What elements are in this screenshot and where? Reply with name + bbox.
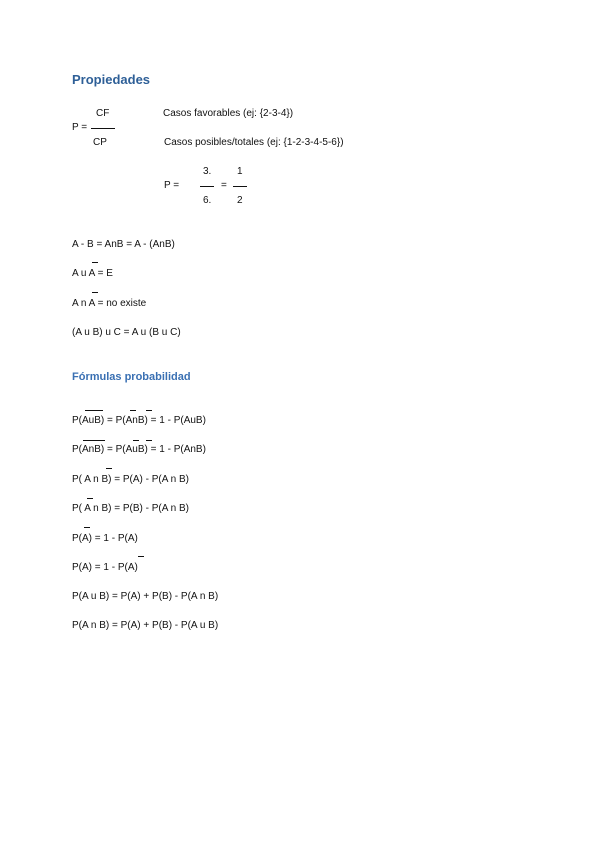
- complement-bar: [87, 498, 93, 499]
- total-cases-note: Casos posibles/totales (ej: {1-2-3-4-5-6}): [164, 137, 344, 148]
- formula-line: P( A n B) = P(A) - P(A n B): [72, 474, 189, 485]
- example-numerator-1: 3.: [203, 166, 212, 177]
- complement-bar: [85, 410, 103, 411]
- property-line: A n A = no existe: [72, 298, 147, 309]
- formula-line: P(AnB) = P(AuB) = 1 - P(AnB): [72, 444, 206, 455]
- property-line: (A u B) u C = A u (B u C): [72, 327, 181, 338]
- example-equals: =: [221, 180, 227, 191]
- example-denominator-2: 2: [237, 195, 243, 206]
- fraction-numerator: CF: [96, 108, 110, 119]
- formula-line: P( A n B) = P(B) - P(A n B): [72, 503, 189, 514]
- complement-bar: [106, 468, 112, 469]
- property-line: A u A = E: [72, 268, 113, 279]
- complement-bar: [146, 440, 152, 441]
- formula-line: P(A u B) = P(A) + P(B) - P(A n B): [72, 591, 219, 602]
- example-numerator-2: 1: [237, 166, 243, 177]
- complement-bar: [146, 410, 152, 411]
- example-fraction-bar-2: [233, 186, 247, 187]
- complement-bar: [138, 556, 144, 557]
- probability-lhs: P =: [72, 122, 88, 133]
- formula-line: P(A n B) = P(A) + P(B) - P(A u B): [72, 620, 219, 631]
- example-denominator-1: 6.: [203, 195, 212, 206]
- heading-formulas: Fórmulas probabilidad: [72, 371, 191, 383]
- example-lhs: P =: [164, 180, 180, 191]
- complement-bar: [133, 440, 139, 441]
- complement-bar: [92, 292, 98, 293]
- formula-line: P(A) = 1 - P(A): [72, 533, 138, 544]
- formula-line: P(A) = 1 - P(A): [72, 562, 138, 573]
- complement-bar: [92, 262, 98, 263]
- property-line: A - B = AnB = A - (AnB): [72, 239, 175, 250]
- favorable-cases-note: Casos favorables (ej: {2-3-4}): [163, 108, 294, 119]
- example-fraction-bar-1: [200, 186, 214, 187]
- fraction-bar: [91, 128, 115, 129]
- heading-propiedades: Propiedades: [72, 72, 151, 87]
- complement-bar: [84, 527, 90, 528]
- complement-bar: [130, 410, 136, 411]
- complement-bar: [83, 440, 105, 441]
- formula-line: P(AuB) = P(AnB) = 1 - P(AuB): [72, 415, 206, 426]
- fraction-denominator: CP: [93, 137, 107, 148]
